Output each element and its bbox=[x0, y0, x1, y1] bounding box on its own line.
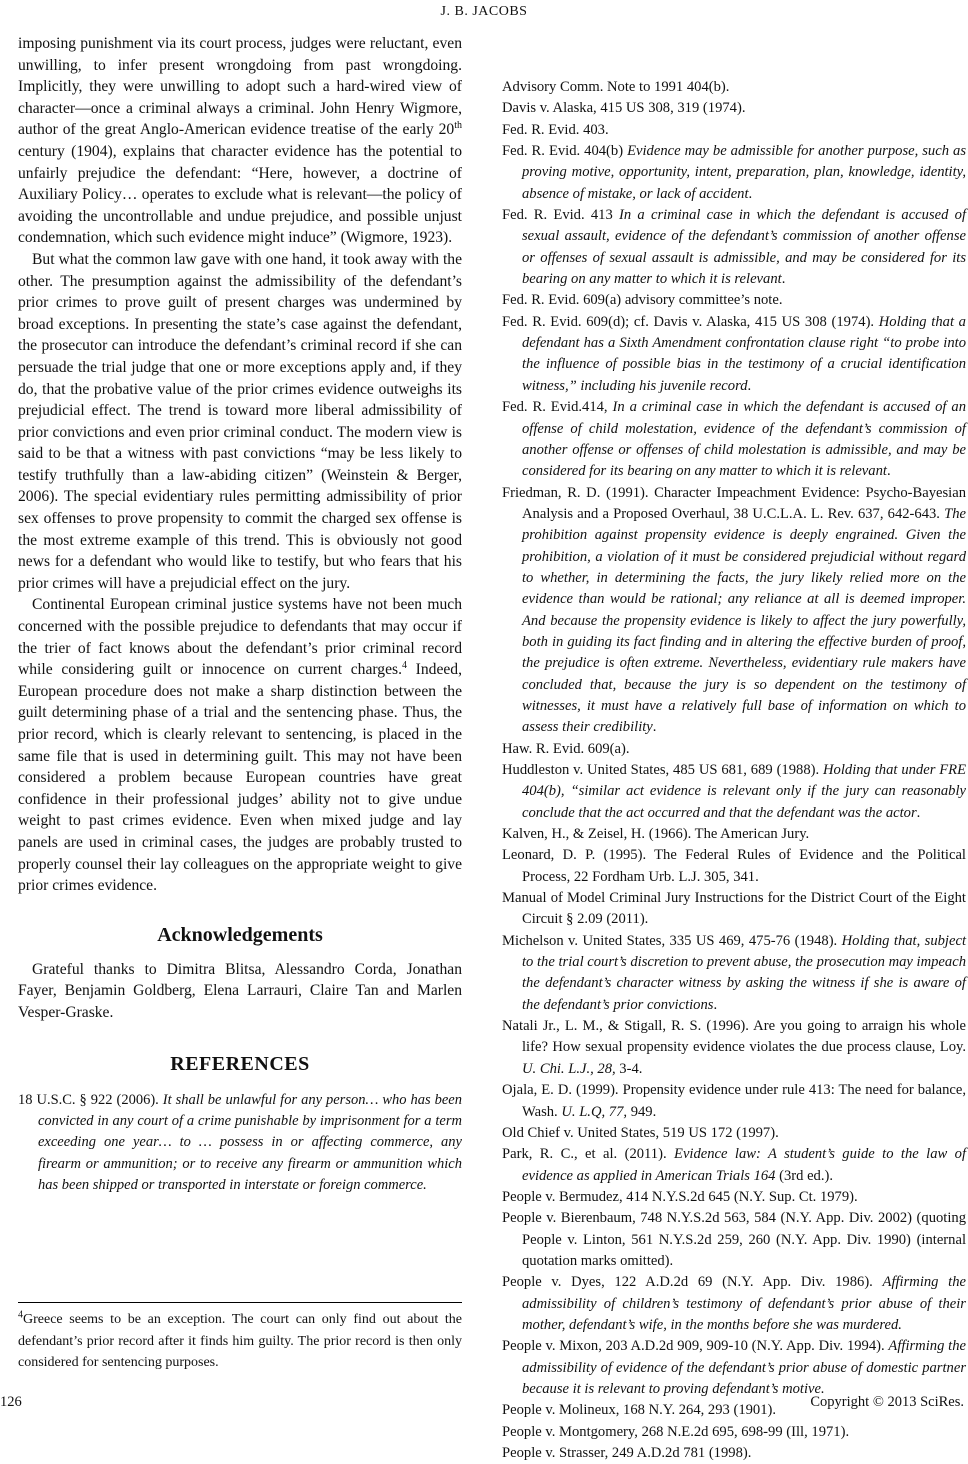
reference-text: Fed. R. Evid. 404(b) bbox=[502, 143, 628, 160]
reference-italic: It shall be unlawful for any person… who has been convicted in any court of a crime punishable by imprisonment for a term exceeding one year… to … possess in or affecting commerce, any firearm or ammunition; or to receive any firearm or ammunition which has been shipped or transported in interstate or foreign commerce. bbox=[38, 1091, 462, 1194]
footnote-divider bbox=[18, 1302, 462, 1303]
reference-entry bbox=[18, 1090, 462, 1197]
reference-text: Friedman, R. D. (1991). Character Impeachment Evidence: Psycho-Bayesian Analysis and a Proposed Overhaul, 38 U.C.L.A. L. Rev. 637, 642-643. bbox=[502, 484, 966, 522]
reference-tail: . bbox=[652, 719, 657, 736]
superscript: 4 bbox=[401, 660, 407, 672]
text-segment: century (1904), explains that character evidence has the potential to unfairly prejudice the defendant: “Here, however, a doctrine of Auxiliary Policy… operates to exclude what is relevant—the policy of avoiding the uncontrollable and undue prejudice, and possible unjust condemnation, which such evidence might induce” (Wigmore, 1923). bbox=[18, 142, 462, 247]
superscript: th bbox=[454, 120, 462, 132]
reference-entry bbox=[502, 1187, 966, 1208]
reference-italic: Holding that under FRE 404(b), “similar act evidence is relevant only if the jury can reasonably conclude that the act occurred and that the defendant was the actor bbox=[522, 762, 966, 821]
reference-tail: . bbox=[747, 377, 752, 394]
reference-italic: In a criminal case in which the defendant is accused of an offense of child molestation, evidence of the defendant’s commission of another offense or offenses of child molestation is admissible, and may be considered for its bearing on any matter to which it is relevant bbox=[522, 399, 966, 480]
reference-entry bbox=[502, 824, 966, 845]
reference-entry bbox=[502, 1336, 966, 1400]
right-column bbox=[502, 77, 966, 1464]
reference-entry bbox=[502, 760, 966, 824]
reference-tail: 949. bbox=[627, 1103, 657, 1120]
reference-entry bbox=[502, 1016, 966, 1080]
reference-entry bbox=[502, 1123, 966, 1144]
reference-italic: Evidence law: A student’s guide to the law of evidence as applied in American Trials 164 bbox=[522, 1146, 966, 1184]
reference-entry bbox=[502, 845, 966, 888]
acknowledgements-text: Grateful thanks to Dimitra Blitsa, Alessandro Corda, Jonathan Fayer, Benjamin Goldberg, Elena Larrauri, Claire Tan and Marlen Vesper-Graske. bbox=[18, 960, 462, 1021]
reference-text: People v. Bermudez, 414 N.Y.S.2d 645 (N.Y. Sup. Ct. 1979). bbox=[502, 1188, 858, 1205]
reference-text: Davis v. Alaska, 415 US 308, 319 (1974). bbox=[502, 100, 746, 117]
reference-text: 18 U.S.C. § 922 (2006). bbox=[18, 1091, 163, 1108]
reference-italic: Holding that, subject to the trial court’s discretion to prevent abuse, the prosecution may impeach the defendant’s character witness by asking the witness if she is aware of the defendant’s prior convictions bbox=[522, 932, 966, 1013]
reference-tail: (3rd ed.). bbox=[775, 1167, 834, 1184]
reference-entry bbox=[502, 888, 966, 931]
reference-entry bbox=[502, 120, 966, 141]
copyright: Copyright © 2013 SciRes. bbox=[810, 1394, 964, 1410]
body-paragraph bbox=[18, 594, 462, 896]
references-heading: REFERENCES bbox=[170, 1052, 310, 1075]
reference-italic: U. Chi. L.J., 28, bbox=[522, 1060, 616, 1077]
reference-entry bbox=[502, 1144, 966, 1187]
footnote-marker: 4 bbox=[18, 1309, 23, 1321]
reference-entry bbox=[502, 1272, 966, 1336]
left-column bbox=[18, 33, 462, 1197]
reference-text: Kalven, H., & Zeisel, H. (1966). The American Jury. bbox=[502, 826, 810, 843]
reference-entry bbox=[502, 312, 966, 397]
reference-italic: Affirming the admissibility of children’s testimony of defendant’s prior abuse of their mother, defendant’s wife, in the months before she was murdered. bbox=[522, 1274, 966, 1333]
text-segment: Indeed, European procedure does not make a sharp distinction between the guilt determining phase of a trial and the sentencing phase. Thus, the prior record, which is clearly relevant to sentencing, is placed in the same file that is used in determining guilt. This may not have been considered a problem because European countries have great confidence in their professional judges’ ability not to give undue weight to past crimes evidence. Even when mixed judge and lay panels are used in criminal cases, the judges are probably trusted to properly counsel their lay colleagues on the appropriate weight to give prior crimes evidence. bbox=[18, 661, 462, 895]
reference-entry bbox=[502, 739, 966, 760]
reference-text: People v. Molineux, 168 N.Y. 264, 293 (1901). bbox=[502, 1402, 777, 1419]
acknowledgements-heading: Acknowledgements bbox=[157, 923, 323, 946]
reference-text: Fed. R. Evid.414, bbox=[502, 399, 613, 416]
references-list-right bbox=[502, 77, 966, 1464]
reference-text: Park, R. C., et al. (2011). bbox=[502, 1146, 675, 1163]
reference-text: People v. Montgomery, 268 N.E.2d 695, 698-99 (Ill, 1971). bbox=[502, 1423, 850, 1440]
references-list-left bbox=[18, 1090, 462, 1197]
reference-tail: . bbox=[748, 185, 753, 202]
reference-text: Leonard, D. P. (1995). The Federal Rules of Evidence and the Political Process, 22 Fordham Urb. L.J. 305, 341. bbox=[502, 847, 966, 885]
reference-entry bbox=[502, 1208, 966, 1272]
body-paragraph bbox=[18, 33, 462, 249]
reference-entry bbox=[502, 77, 966, 98]
reference-text: Fed. R. Evid. 609(a) advisory committee’s note. bbox=[502, 292, 783, 309]
reference-text: People v. Dyes, 122 A.D.2d 69 (N.Y. App. Div. 1986). bbox=[502, 1274, 883, 1291]
reference-entry bbox=[502, 205, 966, 290]
reference-entry bbox=[502, 1422, 966, 1443]
reference-tail: . bbox=[781, 271, 786, 288]
reference-italic: The prohibition against propensity evidence is deeply engrained. Given the prohibition, a violation of it must be considered prejudicial without regard to whether, in determining the facts, the jury likely relied more on the evidence than would be rational; any reliance at all is deemed improper. And because the propensity evidence is likely to affect the jury powerfully, both in guiding its fact finding and in altering the effective burden of proof, the prejudice is often extreme. Nevertheless, evidentiary rule makers have concluded that, because the jury is so dependent on the testimony of witnesses, it must have a relatively full base of information on which to assess their credibility bbox=[522, 505, 966, 736]
reference-text: People v. Bierenbaum, 748 N.Y.S.2d 563, 584 (N.Y. App. Div. 2002) (quoting People v. Linton, 561 N.Y.S.2d 259, 260 (N.Y. App. Div. 1990) (internal quotation marks omitted). bbox=[502, 1210, 966, 1269]
reference-entry bbox=[502, 397, 966, 482]
reference-italic: Evidence may be admissible for another purpose, such as proving motive, opportunity, intent, preparation, plan, knowledge, identity, absence of mistake, or lack of accident bbox=[522, 143, 966, 202]
footnote bbox=[18, 1309, 462, 1374]
reference-text: People v. Mixon, 203 A.D.2d 909, 909-10 (N.Y. App. Div. 1994). bbox=[502, 1338, 889, 1355]
text-segment: imposing punishment via its court process, judges were reluctant, even unwilling, to infer present wrongdoing from past wrongdoing. Implicitly, they were unwilling to adopt such a hard-wired view of character—once a criminal always a criminal. John Henry Wigmore, author of the great Anglo-American evidence treatise of the early 20 bbox=[18, 35, 462, 139]
body-paragraph bbox=[18, 249, 462, 595]
reference-text: Haw. R. Evid. 609(a). bbox=[502, 740, 630, 757]
reference-text: Fed. R. Evid. 403. bbox=[502, 121, 609, 138]
reference-text: Fed. R. Evid. 413 bbox=[502, 207, 620, 224]
footnote-text: Greece seems to be an exception. The court can only find out about the defendant’s prior record after it finds him guilty. The prior record is then only considered for sentencing purposes. bbox=[18, 1312, 462, 1370]
reference-tail: . bbox=[713, 996, 718, 1013]
reference-italic: Affirming the admissibility of evidence of the defendant’s prior abuse of domestic partner because it is relevant to proving defendant’s motive. bbox=[522, 1338, 966, 1397]
reference-entry bbox=[502, 290, 966, 311]
running-head: J. B. JACOBS bbox=[440, 4, 528, 19]
reference-tail: 3-4. bbox=[615, 1060, 643, 1077]
reference-text: Fed. R. Evid. 609(d); cf. Davis v. Alaska, 415 US 308 (1974). bbox=[502, 313, 879, 330]
reference-entry bbox=[502, 1080, 966, 1123]
reference-italic: Holding that a defendant has a Sixth Amendment confrontation clause right “to probe into the influence of possible bias in the testimony of a crucial identification witness,” including his juvenile record bbox=[522, 313, 966, 394]
reference-text: Ojala, E. D. (1999). Propensity evidence under rule 413: The need for balance, Wash. bbox=[502, 1082, 966, 1120]
reference-entry bbox=[502, 931, 966, 1016]
body-text bbox=[18, 33, 462, 897]
reference-text: Huddleston v. United States, 485 US 681, 689 (1988). bbox=[502, 762, 824, 778]
reference-text: Advisory Comm. Note to 1991 404(b). bbox=[502, 79, 730, 95]
reference-tail: . bbox=[886, 463, 891, 480]
reference-italic: U. L.Q, 77, bbox=[561, 1103, 628, 1120]
text-segment: But what the common law gave with one hand, it took away with the other. The presumption against the admissibility of the defendant’s prior crimes to prove guilt of present charges was undermined by broad exceptions. In presenting the state’s case against the defendant, the prosecutor can introduce the defendant’s criminal record if she can persuade the trial judge that one or more exceptions apply and, if they do, that the probative value of the prior crimes evidence outweighs its prejudicial effect. The trend is toward more liberal admissibility of prior convictions and even prior criminal conduct. The modern view is said to be that a witness with past convictions “may be less likely to testify truthfully than a law-abiding citizen” (Weinstein & Berger, 2006). The special evidentiary rules permitting admissibility of prior sex offenses to prove propensity to commit the charged sex offense is the most extreme example of this trend. This is obviously not good news for a defendant who would like to testify, but who fears that his prior crimes will have a prejudicial effect on the jury. bbox=[18, 250, 462, 592]
reference-entry bbox=[502, 483, 966, 739]
reference-italic: In a criminal case in which the defendant is accused of sexual assault, evidence of the defendant’s commission of another offense or offenses of sexual assault is admissible, and may be considered for its bearing on any matter to which it is relevant bbox=[522, 207, 966, 288]
reference-text: Michelson v. United States, 335 US 469, 475-76 (1948). bbox=[502, 932, 842, 949]
text-segment: Continental European criminal justice systems have not been much concerned with the possible prejudice to defendants that may occur if the trier of fact knows about the defendant’s prior criminal record while considering guilt or innocence on current charges. bbox=[18, 596, 462, 679]
reference-entry bbox=[502, 141, 966, 205]
reference-text: People v. Strasser, 249 A.D.2d 781 (1998). bbox=[502, 1445, 752, 1461]
page-number: 126 bbox=[0, 1394, 22, 1410]
reference-entry bbox=[502, 1443, 966, 1464]
reference-tail: . bbox=[916, 804, 921, 821]
reference-text: Manual of Model Criminal Jury Instructions for the District Court of the Eight Circuit § 2.09 (2011). bbox=[502, 890, 966, 928]
reference-entry bbox=[502, 98, 966, 119]
reference-text: Natali Jr., L. M., & Stigall, R. S. (1996). Are you going to arraign his whole life? How sexual propensity evidence violates the due process clause, Loy. bbox=[502, 1018, 966, 1056]
reference-text: Old Chief v. United States, 519 US 172 (1997). bbox=[502, 1124, 779, 1141]
